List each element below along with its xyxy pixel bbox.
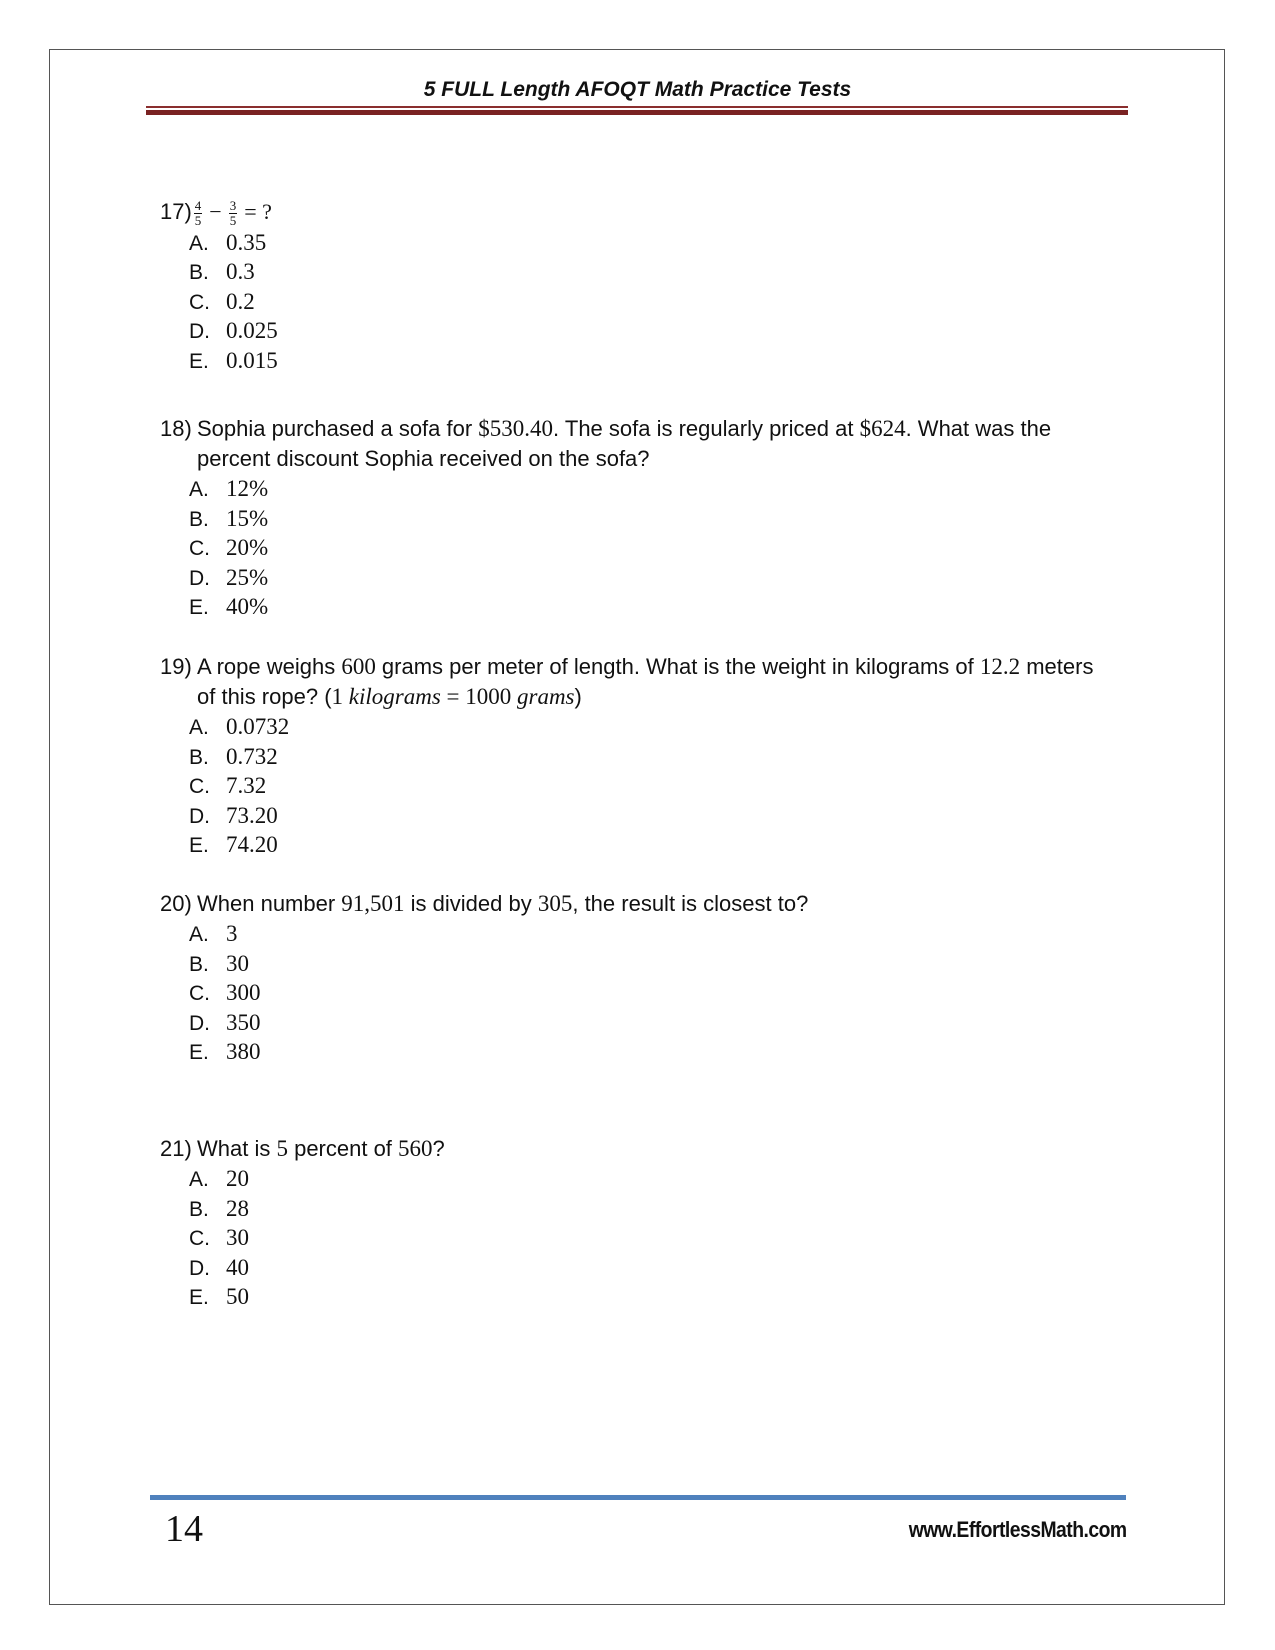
answer-choices — [160, 1164, 1140, 1312]
question-19 — [160, 652, 1140, 860]
answer-choice[interactable]: B. 30 — [189, 950, 249, 976]
answer-choice[interactable]: B. 0.3 — [189, 259, 255, 285]
header-title: 5 FULL Length AFOQT Math Practice Tests — [423, 78, 852, 101]
answer-choice[interactable]: E. 40% — [189, 594, 269, 620]
header-rule — [146, 106, 1128, 108]
header-rule-thick — [146, 110, 1128, 115]
question-stem: 18) Sophia purchased a sofa for $530.40. The sofa is regularly priced at $624. What was the — [160, 414, 1140, 444]
question-number: 21) — [160, 1136, 192, 1161]
minus-sign: − — [209, 199, 222, 224]
fraction-4-5: $\frac{4}{5}$ — [194, 197, 202, 228]
fraction-3-5: $\frac{3}{5}$ — [229, 197, 237, 228]
answer-choice[interactable]: B. 15% — [189, 505, 269, 531]
answer-choice[interactable]: D. 73.20 — [189, 802, 278, 828]
page-number: 14 — [165, 1508, 203, 1550]
answer-choice[interactable]: A. 20 — [189, 1166, 249, 1191]
footer-url[interactable]: www.EffortlessMath.com — [909, 1517, 1127, 1542]
answer-choice[interactable]: C. 7.32 — [189, 773, 267, 799]
question-number: 17) — [160, 199, 192, 224]
answer-choice[interactable]: B. 28 — [189, 1195, 249, 1221]
answer-choice[interactable]: C. 30 — [189, 1225, 249, 1251]
answer-choice[interactable]: E. 74.20 — [189, 832, 278, 858]
question-stem: 21) What is 5 percent of 560? — [160, 1134, 1140, 1164]
answer-choice[interactable]: C. 300 — [189, 980, 261, 1006]
footer-rule — [150, 1495, 1126, 1500]
question-number: 20) — [160, 891, 192, 916]
question-21 — [160, 1134, 1140, 1312]
question-stem: 20) When number 91,501 is divided by 305, the result is closest to? — [160, 889, 1140, 919]
question-number: 18) — [160, 416, 192, 441]
answer-choice[interactable]: D. 0.025 — [189, 318, 278, 344]
answer-choice[interactable]: E. 380 — [189, 1039, 261, 1065]
answer-choices — [160, 474, 1140, 622]
question-20 — [160, 889, 1140, 1067]
answer-choice[interactable]: D. 25% — [189, 564, 269, 590]
answer-choice[interactable]: C. 0.2 — [189, 288, 255, 314]
answer-choices — [160, 712, 1140, 860]
answer-choice[interactable]: E. 50 — [189, 1284, 249, 1310]
answer-choice[interactable]: C. 20% — [189, 535, 269, 561]
answer-choice[interactable]: A. 3 — [189, 921, 238, 946]
answer-choice[interactable]: A. 0.35 — [189, 229, 267, 255]
answer-choices — [160, 919, 1140, 1067]
equals-question: = ? — [244, 199, 272, 224]
answer-choice[interactable]: A. 12% — [189, 476, 269, 501]
answer-choices — [160, 228, 1140, 376]
question-18 — [160, 414, 1140, 622]
answer-choice[interactable]: D. 40 — [189, 1254, 249, 1280]
question-stem-continued: of this rope? (1 kilograms = 1000 grams) — [197, 684, 582, 709]
answer-choice[interactable]: D. 350 — [189, 1009, 261, 1035]
question-stem: 19) A rope weighs 600 grams per meter of length. What is the weight in kilograms of 12.2 meters — [160, 652, 1140, 682]
answer-choice[interactable]: B. 0.732 — [189, 743, 278, 769]
question-17 — [160, 197, 1140, 376]
question-stem-continued: percent discount Sophia received on the sofa? — [197, 446, 650, 471]
answer-choice[interactable]: E. 0.015 — [189, 348, 278, 374]
question-number: 19) — [160, 654, 192, 679]
answer-choice[interactable]: A. 0.0732 — [189, 714, 290, 739]
question-stem — [160, 197, 1140, 228]
